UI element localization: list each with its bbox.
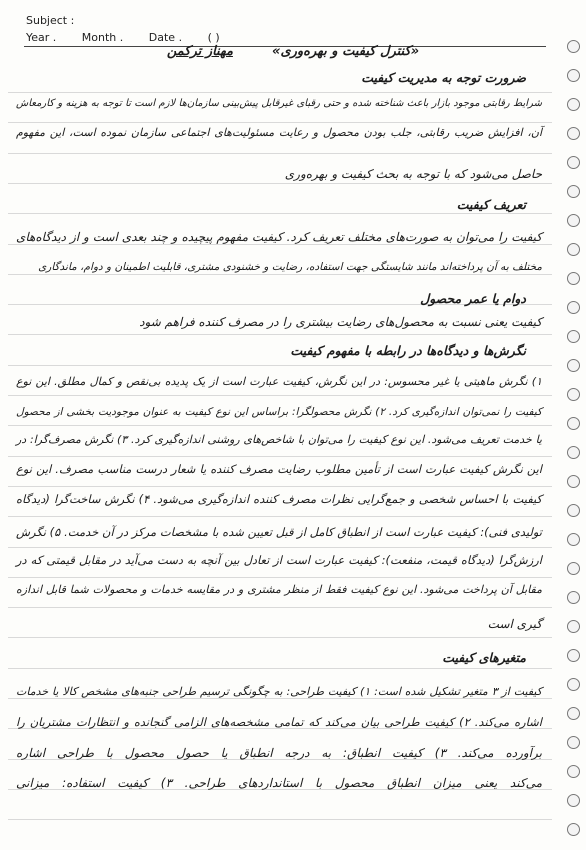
rule-line xyxy=(8,122,552,123)
rule-line xyxy=(8,668,552,669)
date-row xyxy=(26,31,256,44)
rule-line xyxy=(8,456,552,457)
page-title xyxy=(40,44,546,60)
text-line: مقابل آن پرداخت می‌شود. این نوع کیفیت فقط از منظر مشتری و در مقایسه خدمات و محصولات شما قابل اندازه xyxy=(16,583,542,596)
date-label: Date . xyxy=(148,31,183,44)
binding-hole xyxy=(567,417,580,430)
binding-hole xyxy=(567,794,580,807)
binding-hole xyxy=(567,98,580,111)
year-label: Year . xyxy=(26,31,57,44)
rule-line xyxy=(8,516,552,517)
binding-hole xyxy=(567,591,580,604)
rule-line xyxy=(8,577,552,578)
text-line: شرایط رقابتی موجود بازار باعث شناخته شده و حتی رقبای غیرقابل پیش‌بینی سازمان‌ها لازم است تا توجه به هزینه و کارمعاش xyxy=(16,98,542,109)
rule-line xyxy=(8,819,552,820)
binding-hole xyxy=(567,330,580,343)
subject-label: Subject : xyxy=(26,14,75,27)
binding-hole xyxy=(567,533,580,546)
rule-line xyxy=(8,334,552,335)
text-line: تولیدی فنی): کیفیت عبارت است از انطباق کامل از قبل تعیین شده با مشخصات مرکز در آن خدمت. ۵) نگرش xyxy=(16,525,542,539)
binding-hole xyxy=(567,504,580,517)
text-line: گیری است xyxy=(487,617,542,631)
binding-hole xyxy=(567,446,580,459)
binding-hole xyxy=(567,388,580,401)
rule-line xyxy=(8,486,552,487)
binding-hole xyxy=(567,765,580,778)
binding-hole xyxy=(567,156,580,169)
rule-line xyxy=(8,425,552,426)
rule-line xyxy=(8,547,552,548)
section-heading: ضرورت توجه به مدیریت کیفیت xyxy=(361,70,526,85)
section-heading: دوام یا عمر محصول xyxy=(420,291,526,306)
text-line: کیفیت یعنی نسبت به محصول‌های رضایت بیشتری را در مصرف کننده فراهم شود xyxy=(139,315,542,329)
rule-line xyxy=(8,213,552,214)
rule-line xyxy=(8,607,552,608)
title-text: «کنترل کیفیت و بهره‌وری» xyxy=(272,44,420,59)
month-label: Month . xyxy=(81,31,124,44)
section-heading: متغیرهای کیفیت xyxy=(442,650,526,665)
text-line: می‌کند یعنی میزان انطباق محصول با استانداردهای طراحی. ۳) کیفیت استفاده: میزانی xyxy=(16,776,542,790)
binding-hole xyxy=(567,243,580,256)
binding-hole xyxy=(567,359,580,372)
rule-line xyxy=(8,153,552,154)
text-line: برآورده می‌کند. ۳) کیفیت انطباق: به درجه انطباق یا حصول محصول با طراحی اشاره xyxy=(16,746,542,760)
date-paren: ( ) xyxy=(207,31,220,44)
section-heading: تعریف کیفیت xyxy=(456,197,526,212)
binding-hole xyxy=(567,475,580,488)
text-line: حاصل می‌شود که با توجه به بحث کیفیت و بهره‌وری xyxy=(284,167,542,181)
binding-hole xyxy=(567,736,580,749)
binding-hole xyxy=(567,185,580,198)
binding-hole xyxy=(567,620,580,633)
text-line: آن، افزایش ضریب رقابتی، جلب بودن محصول و رعایت مسئولیت‌های اجتماعی سازمان نموده است، این مفهوم xyxy=(16,126,542,139)
binding-hole xyxy=(567,272,580,285)
rule-line xyxy=(8,92,552,93)
text-line: کیفیت با احساس شخصی و جمع‌گرایی نظرات مصرف کننده اندازه‌گیری می‌شود. ۴) نگرش ساخت‌گرا (دیدگاه xyxy=(16,492,542,506)
text-line: کیفیت را نمی‌توان اندازه‌گیری کرد. ۲) نگرش محصولگرا: براساس این نوع کیفیت به عنوان موجودیت بخشی از محصول xyxy=(16,406,542,418)
binding-holes xyxy=(566,40,580,840)
rule-line xyxy=(8,365,552,366)
binding-hole xyxy=(567,40,580,53)
rule-line xyxy=(8,183,552,184)
binding-hole xyxy=(567,127,580,140)
binding-hole xyxy=(567,823,580,836)
text-line: ۱) نگرش ماهیتی یا غیر محسوس: در این نگرش، کیفیت عبارت است از یک پدیده بی‌نقص و کمال مطلق. این نوع xyxy=(16,375,542,388)
rule-line xyxy=(8,395,552,396)
text-line: مختلف به آن پرداخته‌اند مانند شایستگی جهت استفاده، رضایت و خشنودی مشتری، قابلیت اطمینان و دوام، ماندگاری xyxy=(38,261,542,273)
author-name: مهناز ترکمن xyxy=(166,44,233,59)
text-line: اشاره می‌کند. ۲) کیفیت طراحی بیان می‌کند که تمامی مشخصه‌های الزامی گنجانده و انتظارات مشتریان را xyxy=(16,715,542,729)
binding-hole xyxy=(567,649,580,662)
section-heading: نگرش‌ها و دیدگاه‌ها در رابطه با مفهوم کیفیت xyxy=(290,343,526,358)
text-line: ارزش‌گرا (دیدگاه قیمت، منفعت): کیفیت عبارت است از تعادل بین آنچه به دست می‌آید در مقابل قیمتی که در xyxy=(16,553,542,567)
binding-hole xyxy=(567,707,580,720)
text-line: کیفیت از ۳ متغیر تشکیل شده است: ۱) کیفیت طراحی: به چگونگی ترسیم طراحی جنبه‌های مشخص کالا یا خدمات xyxy=(16,685,542,698)
text-line: یا خدمت تعریف می‌شود. این نوع کیفیت را می‌توان با شاخص‌های روشنی اندازه‌گیری کرد. ۳) نگرش مصرف‌گرا: در xyxy=(16,433,542,446)
binding-hole xyxy=(567,562,580,575)
binding-hole xyxy=(567,214,580,227)
binding-hole xyxy=(567,678,580,691)
text-line: این نگرش کیفیت عبارت است از تأمین مطلوب رضایت مصرف کننده یا شعار درست مناسب مصرف. این نوع xyxy=(16,462,542,476)
rule-line xyxy=(8,637,552,638)
text-line: کیفیت را می‌توان به صورت‌های مختلف تعریف کرد. کیفیت مفهوم پیچیده و چند بعدی است و از دیدگاه‌های xyxy=(16,230,542,244)
binding-hole xyxy=(567,69,580,82)
binding-hole xyxy=(567,301,580,314)
